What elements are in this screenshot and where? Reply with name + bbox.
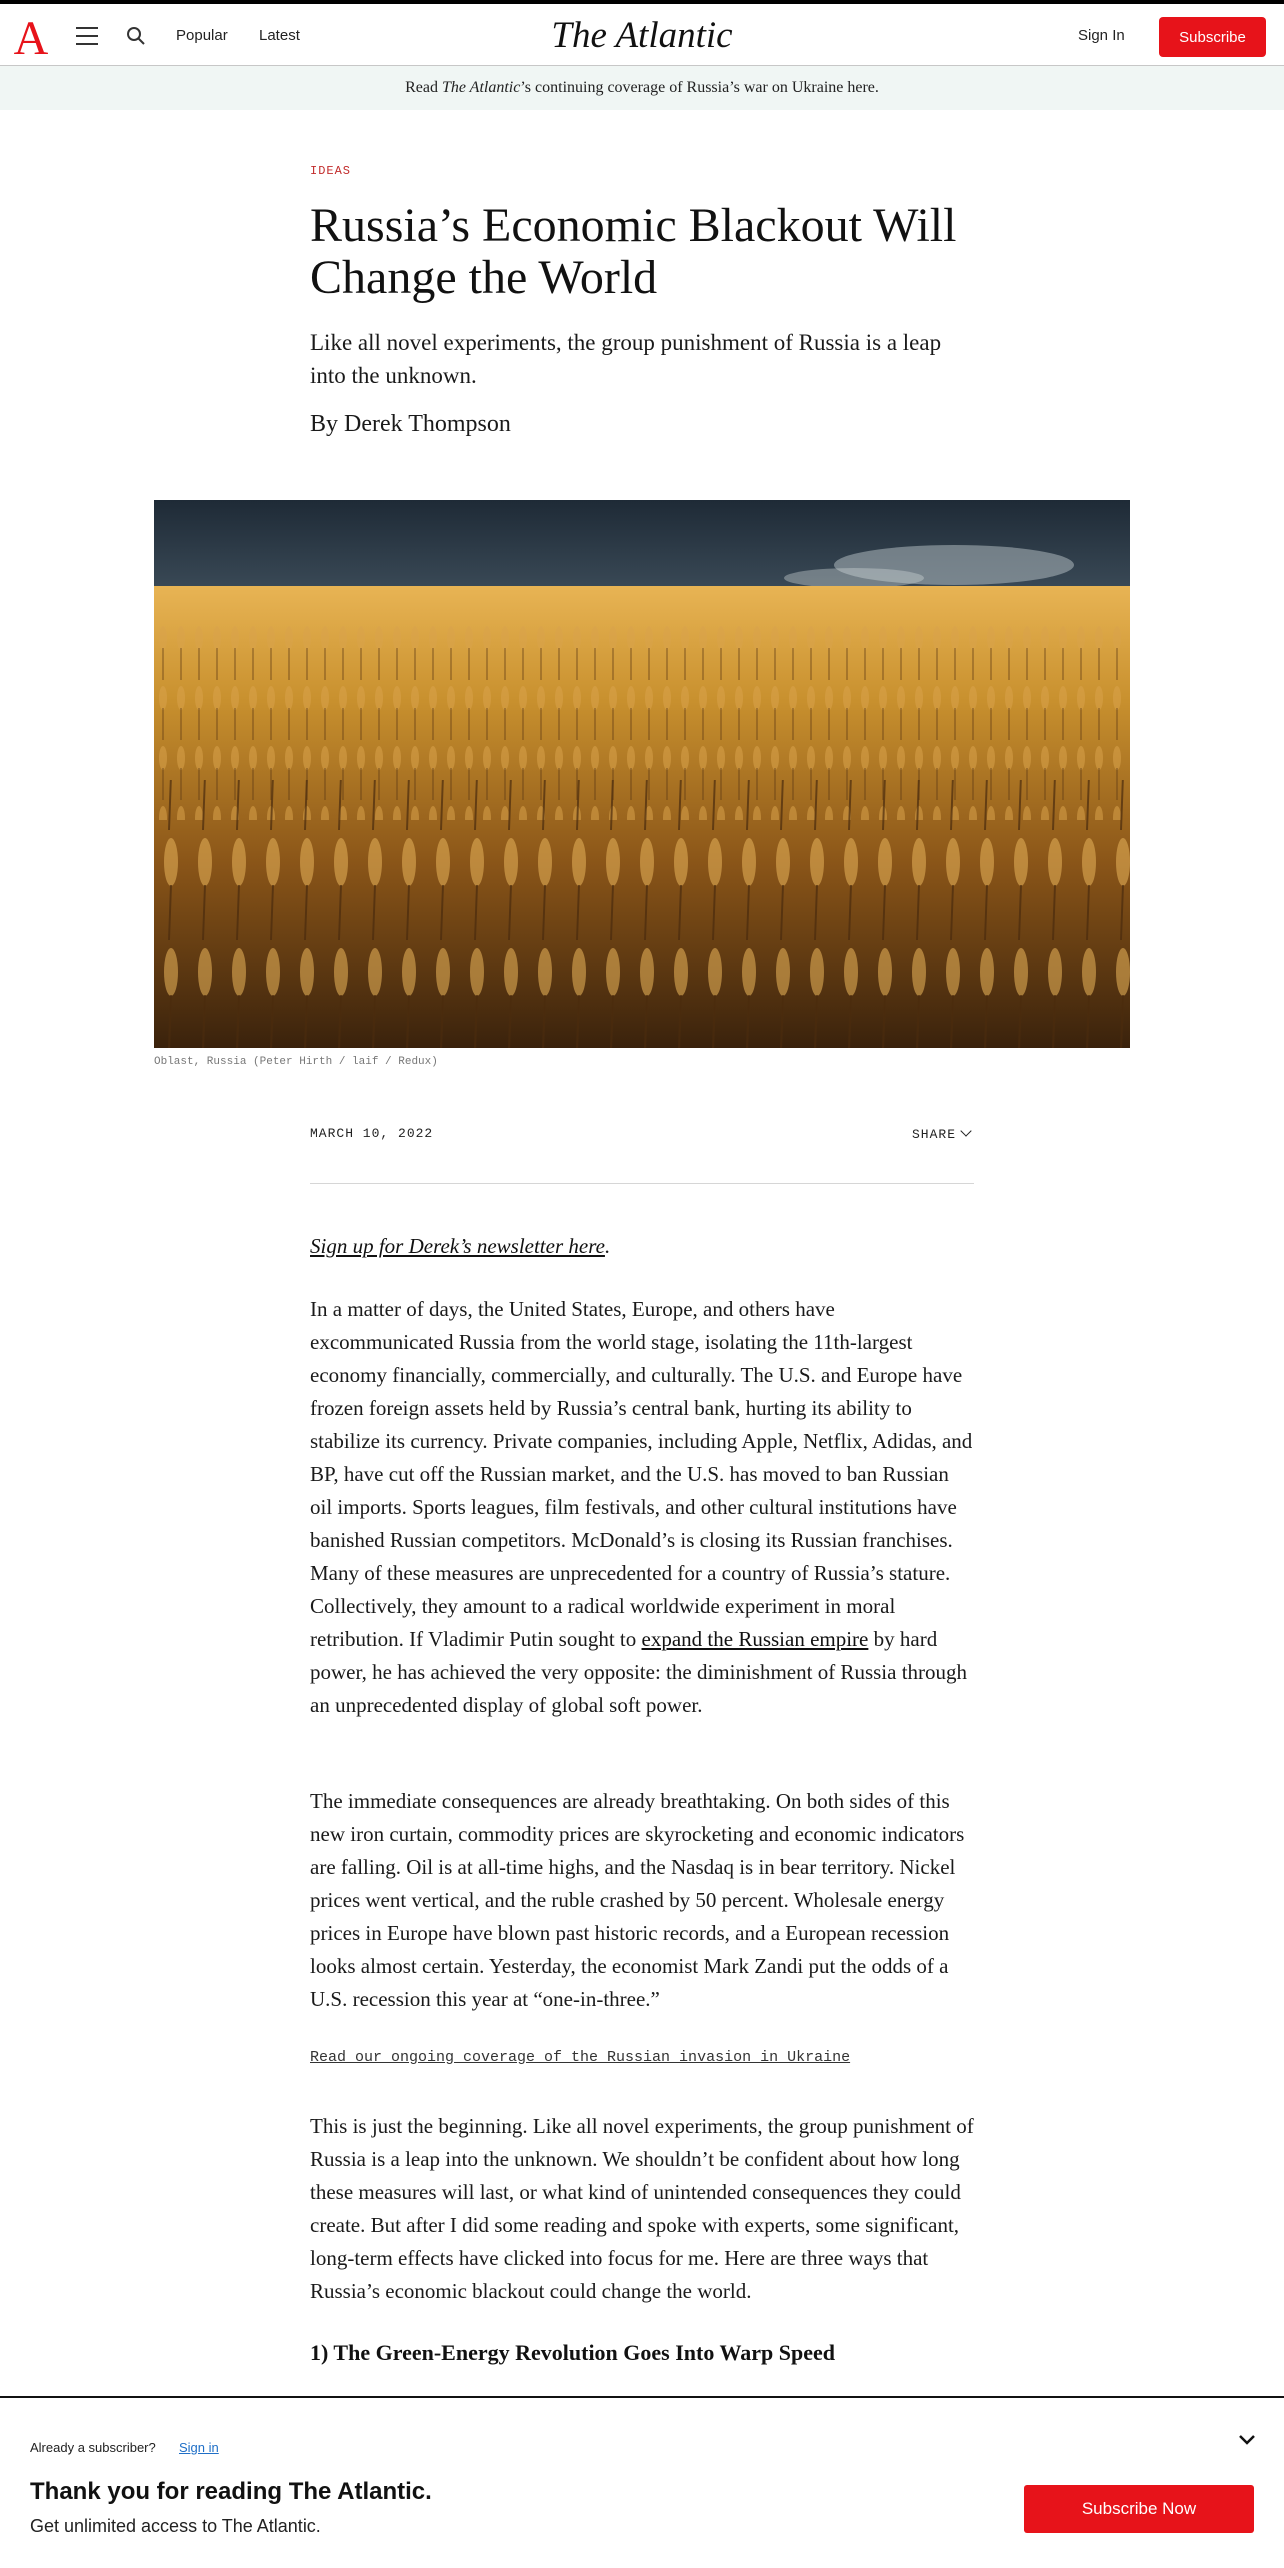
nav-latest-link[interactable]: Latest: [259, 27, 300, 44]
subscribe-overlay: [0, 2396, 1284, 2568]
banner-prefix: Read: [405, 79, 442, 96]
expand-empire-link[interactable]: expand the Russian empire: [641, 1627, 869, 1651]
paragraph-1-text-b: by hard power, he has achieved the very opposite: the diminishment of Russia through an unprecedented display of global soft power.: [310, 1627, 968, 1717]
share-label: SHARE: [912, 1127, 957, 1142]
publish-date: MARCH 10, 2022: [310, 1126, 434, 1141]
banner-suffix: ’s continuing coverage of Russia’s war on Ukraine here.: [520, 79, 879, 96]
subscribe-button[interactable]: Subscribe: [1159, 17, 1266, 57]
overlay-subtitle: Get unlimited access to The Atlantic.: [30, 2516, 321, 2536]
logo-letter: A: [13, 12, 49, 65]
newsletter-link[interactable]: Sign up for Derek’s newsletter here: [310, 1234, 605, 1258]
hero-image-wheat-field: [154, 500, 1130, 1048]
chevron-down-icon: [960, 1125, 971, 1136]
newsletter-period: .: [604, 1234, 611, 1258]
nav-popular-link[interactable]: Popular: [176, 27, 228, 44]
overlay-title: Thank you for reading The Atlantic.: [30, 2478, 432, 2505]
article-byline: By Derek Thompson: [310, 411, 511, 437]
coverage-banner[interactable]: [0, 66, 1284, 110]
sign-in-link[interactable]: Sign In: [1078, 27, 1125, 44]
subscribe-now-button[interactable]: Subscribe Now: [1024, 2485, 1254, 2533]
article-dek: Like all novel experiments, the group punishment of Russia is a leap into the unknown.: [310, 330, 942, 388]
banner-publication: The Atlantic: [441, 79, 521, 96]
paragraph-3: This is just the beginning. Like all novel experiments, the group punishment of Russia is a leap into the unknown. We shouldn’t be confident about how long these measures will last, or what kind of unintended consequences they could create. But after I did some reading and spoke with experts, some significant, long-term effects have clicked into focus for me. Here are three ways that Russia’s economic blackout could change the world.: [310, 2114, 974, 2303]
section-label[interactable]: IDEAS: [310, 164, 352, 178]
article-title: Russia’s Economic Blackout Will Change the World: [310, 199, 957, 304]
already-subscriber-text: Already a subscriber?: [30, 2440, 156, 2455]
paragraph-2: The immediate consequences are already breathtaking. On both sides of this new iron curtain, commodity prices are skyrocketing and economic indicators are falling. Oil is at all-time highs, and the Nasdaq is in bear territory. Nickel prices went vertical, and the ruble crashed by 50 percent. Wholesale energy prices in Europe have blown past historic records, and a European recession looks almost certain. Yesterday, the economist Mark Zandi put the odds of a U.S. recession this year at “one-in-three.”: [310, 1789, 965, 2011]
newsletter-line: [310, 1230, 974, 1263]
collapse-chevron-icon[interactable]: [1236, 2428, 1258, 2450]
overlay-sign-in-link[interactable]: Sign in: [179, 2440, 219, 2455]
ukraine-coverage-link[interactable]: Read our ongoing coverage of the Russian invasion in Ukraine: [310, 2049, 851, 2066]
top-nav: [0, 0, 1284, 66]
section-subhead: 1) The Green-Energy Revolution Goes Into Warp Speed: [310, 2340, 835, 2365]
paragraph-1-text-a: In a matter of days, the United States, Europe, and others have excommunicated Russia from the world stage, isolating the 11th-largest economy financially, commercially, and culturally. The U.S. and Europe have frozen foreign assets held by Russia’s central bank, hurting its ability to stabilize its currency. Private companies, including Apple, Netflix, Adidas, and BP, have cut off the Russian market, and the U.S. has moved to ban Russian oil imports. Sports leagues, film festivals, and other cultural institutions have banished Russian competitors. McDonald’s is closing its Russian franchises. Many of these measures are unprecedented for a country of Russia’s stature. Collectively, they amount to a radical worldwide experiment in moral retribution. If Vladimir Putin sought to: [310, 1297, 973, 1651]
masthead[interactable]: The Atlantic: [551, 15, 733, 56]
paragraph-1: [310, 1293, 974, 1722]
share-button[interactable]: [912, 1127, 970, 1142]
divider: [310, 1183, 974, 1184]
image-caption: Oblast, Russia (Peter Hirth / laif / Redux): [154, 1056, 438, 1068]
